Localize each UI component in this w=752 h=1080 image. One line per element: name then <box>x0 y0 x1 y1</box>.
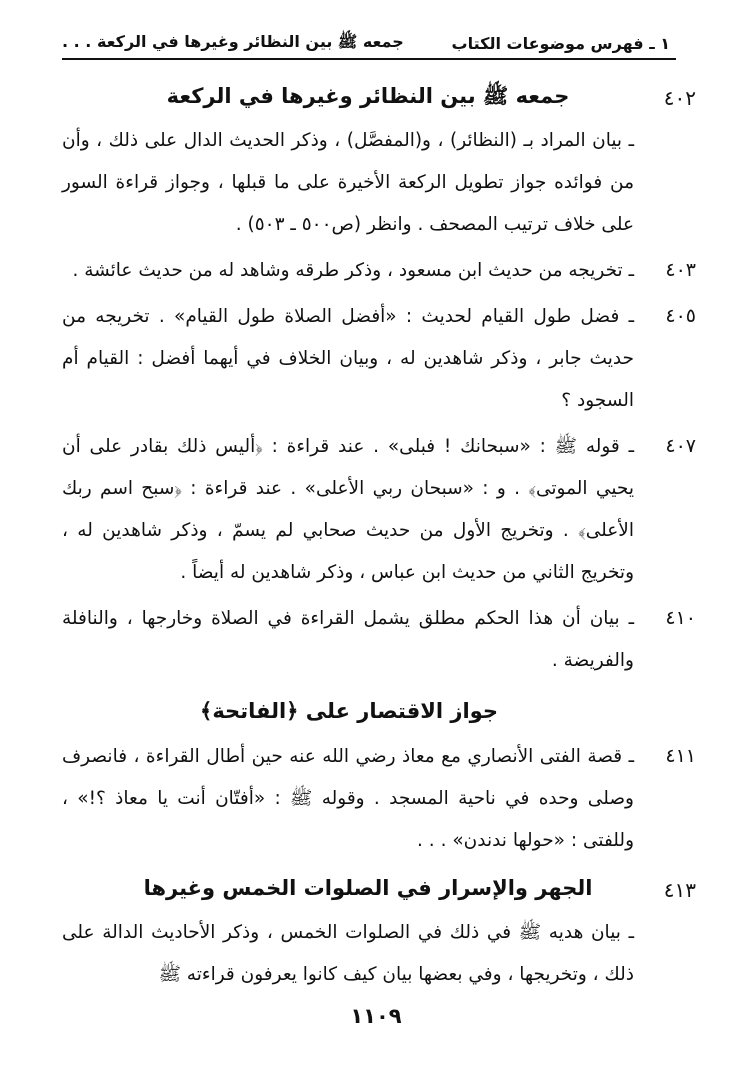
page-number: ٤٠٧ <box>665 435 696 457</box>
page-number: ٤١١ <box>665 745 696 767</box>
entry-text: ـ قصة الفتى الأنصاري مع معاذ رضي الله عنه حين أطال القراءة ، فانصرف وصلى وحده في ناحية المسجد . وقوله ﷺ : «أفتّان أنت يا معاذ ؟!» ، وللفتى : «حولها ندندن» . . . <box>62 746 634 851</box>
section-heading-row <box>62 866 696 912</box>
page-number: ٤٠٥ <box>665 305 696 327</box>
entry-text: ـ قوله ﷺ : «سبحانك ! فبلى» . عند قراءة : ﴿أليس ذلك بقادر على أن يحيي الموتى﴾ . و : «سبحان ربي الأعلى» . عند قراءة : ﴿سبح اسم ربك الأعلى﴾ . وتخريج الأول من حديث صحابي لم يسمّ ، وذكر شاهدين له ، وتخريج الثاني من حديث ابن عباس ، وذكر شاهدين له أيضاً . <box>62 436 634 583</box>
page-number: ٤٠٢ <box>663 86 696 110</box>
index-entry <box>62 736 696 862</box>
entry-text: ـ تخريجه من حديث ابن مسعود ، وذكر طرقه وشاهد له من حديث عائشة . <box>72 260 634 281</box>
index-entry <box>62 426 696 594</box>
page-folio-number: ١١٠٩ <box>350 1004 402 1028</box>
index-content <box>62 74 696 1000</box>
entry-text: ـ بيان أن هذا الحكم مطلق يشمل القراءة في الصلاة وخارجها ، والنافلة والفريضة . <box>62 608 634 671</box>
page-number: ٤٠٣ <box>665 259 696 281</box>
entry-text: ـ فضل طول القيام لحديث : «أفضل الصلاة طول القيام» . تخريجه من حديث جابر ، وذكر شاهدين له ، وبيان الخلاف في أيهما أفضل : القيام أم السجود ؟ <box>62 306 634 411</box>
section-heading: جمعه ﷺ بين النظائر وغيرها في الركعة <box>166 84 570 108</box>
index-entry <box>62 250 696 292</box>
page-number <box>634 120 696 122</box>
entry-text: ـ بيان هديه ﷺ في ذلك في الصلوات الخمس ، وذكر الأحاديث الدالة على ذلك ، وتخريجها ، وفي بعضها بيان كيف كانوا يعرفون قراءته ﷺ <box>62 922 634 985</box>
index-entry <box>62 296 696 422</box>
index-entry <box>62 598 696 682</box>
running-header-left: جمعه ﷺ بين النظائر وغيرها في الركعة . . . <box>62 31 404 51</box>
running-header-right: ١ ـ فهرس موضوعات الكتاب <box>451 33 670 53</box>
page-number: ٤١٠ <box>665 607 696 629</box>
header-rule <box>62 58 676 60</box>
index-entry <box>62 120 696 246</box>
section-heading: الجهر والإسرار في الصلوات الخمس وغيرها <box>143 876 593 900</box>
page-number <box>634 912 696 914</box>
section-heading-row <box>62 74 696 120</box>
index-entry <box>62 912 696 996</box>
page-number: ٤١٣ <box>663 878 696 902</box>
section-heading: جواز الاقتصار على ﴿الفاتحة﴾ <box>200 699 498 723</box>
entry-text: ـ بيان المراد بـ (النظائر) ، و(المفصَّل) ، وذكر الحديث الدال على ذلك ، وأن من فوائده جواز تطويل الركعة الأخيرة على ما قبلها ، وجواز قراءة السور على خلاف ترتيب المصحف . وانظر (ص٥٠٠ ـ ٥٠٣) . <box>62 130 634 235</box>
running-header <box>62 30 670 56</box>
